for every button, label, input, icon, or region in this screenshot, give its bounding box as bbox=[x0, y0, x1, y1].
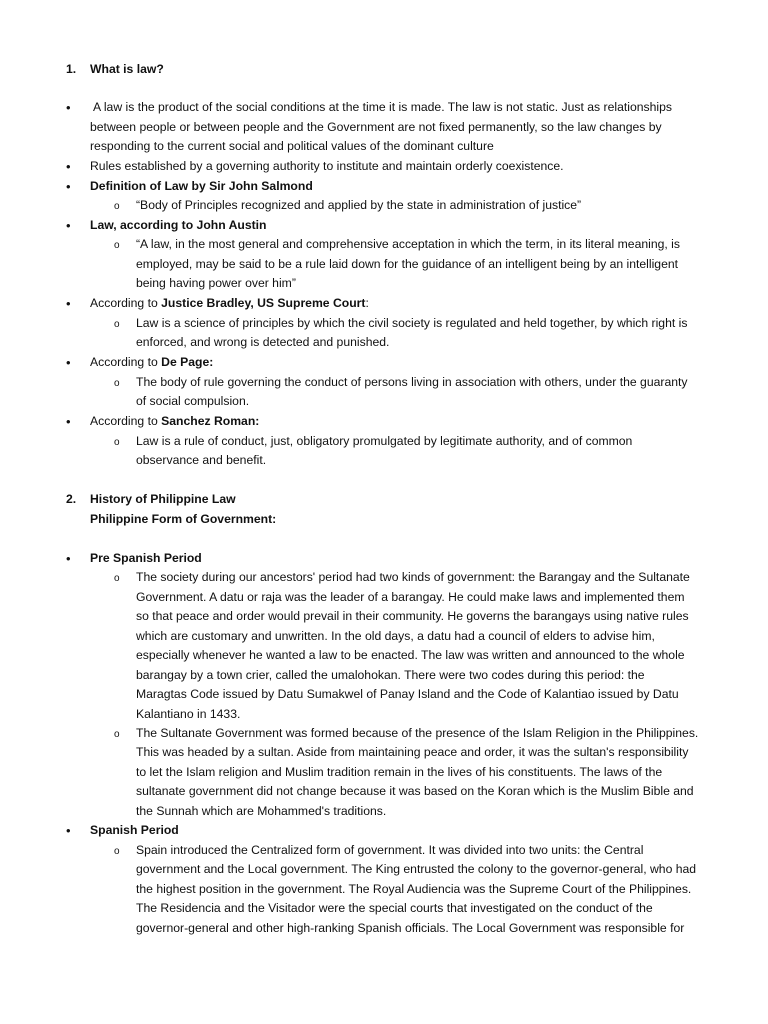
section-1-title: What is law? bbox=[90, 62, 164, 76]
bullet-icon: • bbox=[66, 355, 71, 370]
pre-spanish-heading: Pre Spanish Period bbox=[90, 551, 202, 565]
circle-bullet-icon: o bbox=[114, 240, 120, 251]
circle-bullet-icon: o bbox=[114, 378, 120, 389]
circle-bullet-icon: o bbox=[114, 201, 120, 212]
sanchez-name: Sanchez Roman: bbox=[161, 414, 260, 428]
bradley-name: Justice Bradley, US Supreme Court bbox=[161, 296, 366, 310]
circle-bullet-icon: o bbox=[114, 437, 120, 448]
spanish-heading: Spanish Period bbox=[90, 823, 179, 837]
bullet-icon: • bbox=[66, 100, 71, 115]
circle-bullet-icon: o bbox=[114, 319, 120, 330]
bullet-icon: • bbox=[66, 159, 71, 174]
depage-name: De Page: bbox=[161, 355, 214, 369]
bullet-icon: • bbox=[66, 414, 71, 429]
section-2-title: History of Philippine Law bbox=[90, 492, 236, 506]
bullet-icon: • bbox=[66, 296, 71, 311]
salmond-heading: Definition of Law by Sir John Salmond bbox=[90, 179, 313, 193]
bullet-icon: • bbox=[66, 179, 71, 194]
bullet-icon: • bbox=[66, 823, 71, 838]
bullet-icon: • bbox=[66, 218, 71, 233]
circle-bullet-icon: o bbox=[114, 846, 120, 857]
circle-bullet-icon: o bbox=[114, 729, 120, 740]
austin-heading: Law, according to John Austin bbox=[90, 218, 267, 232]
document-page: 1. What is law? • A law is the product of the social conditions at the time it is made. The law is not static. Just as relationships between people or between people and the Government are not fixed permanently, so the law changes by responding to the current social and political values of the dominant culture • Rules established by a governing authority to institute and maintain orderly coexistence. • Definition of Law by Sir John Salmond o “Body of Principles recognized and applied by the state in administration of justice” • Law, according to John Austin o “A law, in the most general and comprehensive acceptation in which the term, in its literal meaning, is employed, may be said to be a rule laid down for the guidance of an intelligent being by an intelligent being having power over him” • According to Justice Bradley, US Supreme Court: o Law is a science of principles by which the civil society is regulated and held together, by which right is enforced, and wrong is detected and punished. • According to De Page: o The body of rule governing the conduct of persons living in association with others, under the guaranty of social compulsion. • According to Sanchez Roman: o Law is a rule of conduct, just, obligatory promulgated by legitimate authority, and of common observance and benefit. 2. History of Philippine Law Philippine Form of Government: • Pre Spanish Period o The society during our ancestors' period had two kinds of government: the Barangay and the Sultanate Government. A datu or raja was the leader of a barangay. He could make laws and implemented them so that peace and order would prevail in their community. He governs the barangays using native rules which are customary and unwritten. In the old days, a datu had a council of elders to advise him, especially whenever he wanted a law to be enacted. The law was written and announced to the whole barangay by a town crier, called the umalohokan. There were two codes during this period: the Maragtas Code issued by Datu Sumakwel of Panay Island and the Code of Kalantiao issued by Datu Kalantiano in 1433. o The Sultanate Government was formed because of the presence of the Islam Religion in the Philippines. This was headed by a sultan. Aside from maintaining peace and order, it was the sultan's responsibility to let the Islam religion and Muslim tradition remain in the lives of his constituents. The laws of the sultanate government did not change because it was based on the Koran which is the Muslim Bible and the Sunnah which are Mohammed's traditions. • Spanish Period o Spain introduced the Centralized form of government. It was divided into two units: the Central government and the Local government. The King entrusted the colony to the governor-general, who had the highest position in the government. The Royal Audiencia was the Supreme Court of the Philippines. The Residencia and the Visitador were the special courts that investigated on the conduct of the governor-general and other high-ranking Spanish officials. The Local Government was responsible for bbox=[66, 62, 699, 935]
circle-bullet-icon: o bbox=[114, 573, 120, 584]
bullet-icon: • bbox=[66, 551, 71, 566]
